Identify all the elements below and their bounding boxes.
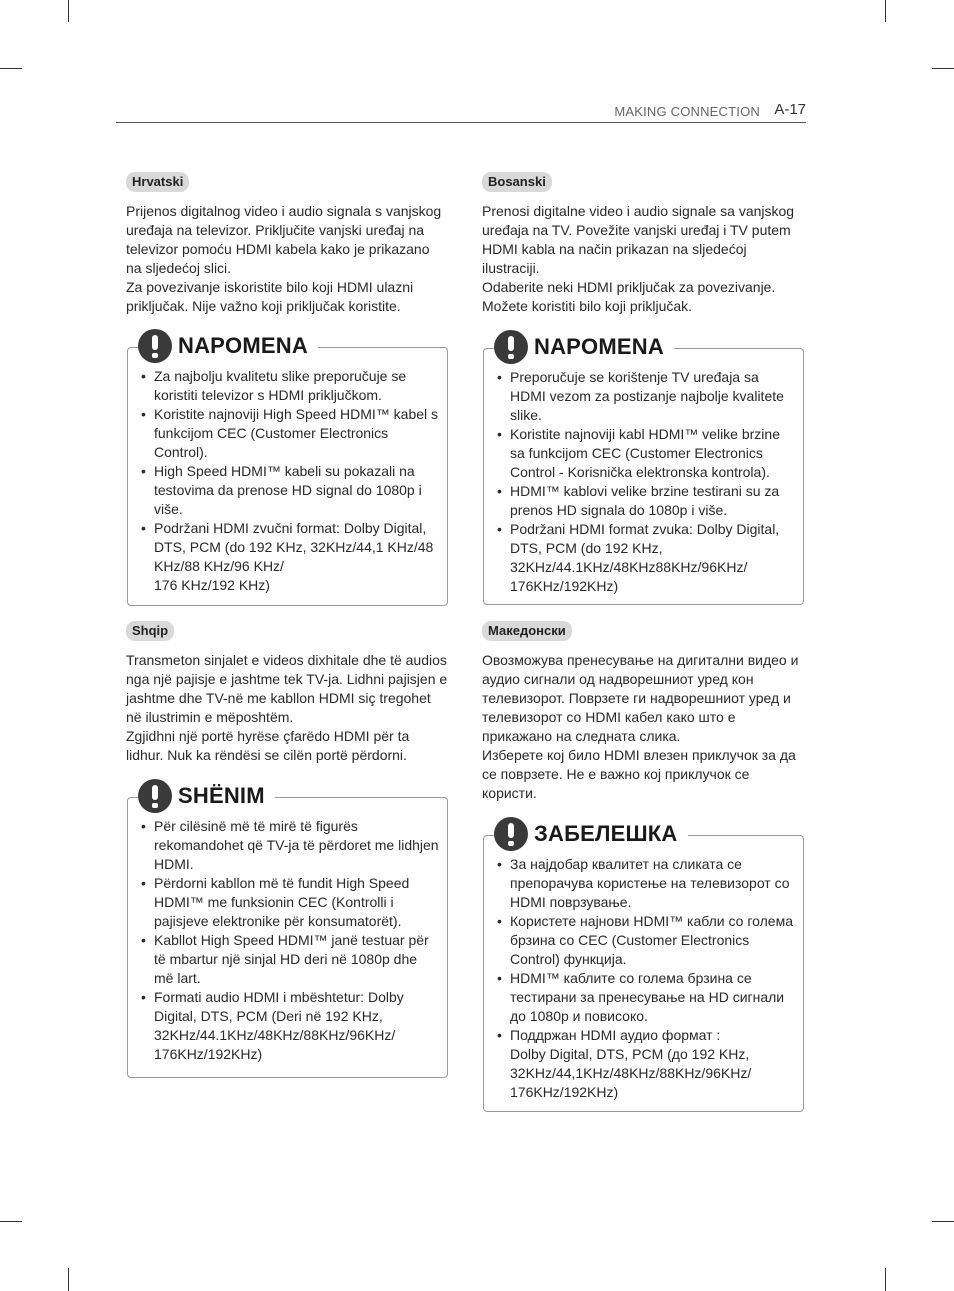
page-header <box>116 98 806 123</box>
note-item: • Користете најнови HDMI™ кабли со голема брзина со CEC (Customer Electronics Control) функција. <box>494 912 795 969</box>
section-hrvatski <box>126 172 448 316</box>
exclamation-icon <box>138 779 172 813</box>
note-list <box>128 348 447 605</box>
note-header <box>138 328 318 364</box>
section-paragraph: Prenosi digitalne video i audio signale sa vanjskog uređaja na TV. Povežite vanjski uređaj i TV putem HDMI kabla na način prikazan na sljedećoj ilustraciji. Odaberite neki HDMI priključak za povezivanje. Možete koristiti bilo koji priključak. <box>482 203 795 314</box>
note-header <box>494 329 674 365</box>
section-makedonski <box>482 621 804 803</box>
note-list <box>484 349 803 606</box>
note-list <box>128 798 447 1074</box>
note-item: • Për cilësinë më të mirë të figurës rekomandohet që TV-ja të përdoret me lidhjen HDMI. <box>138 817 439 874</box>
crop-mark <box>68 1268 69 1291</box>
note-item: • High Speed HDMI™ kabeli su pokazali na testovima da prenose HD signal do 1080p i više. <box>138 462 439 519</box>
note-title: NAPOMENA <box>178 333 308 358</box>
exclamation-icon <box>138 329 172 363</box>
note-title: SHËNIM <box>178 783 265 808</box>
note-title: ЗАБЕЛЕШКА <box>534 821 678 846</box>
crop-mark <box>885 0 886 22</box>
note-title: NAPOMENA <box>534 334 664 359</box>
exclamation-icon <box>494 817 528 851</box>
note-item: • HDMI™ kablovi velike brzine testirani su za prenos HD signala do 1080p i više. <box>494 482 795 520</box>
crop-mark <box>0 68 22 69</box>
crop-mark <box>0 1221 22 1222</box>
note-item: • Za najbolju kvalitetu slike preporučuje se koristiti televizor s HDMI priključkom. <box>138 367 439 405</box>
note-item: • Koristite najnoviji High Speed HDMI™ kabel s funkcijom CEC (Customer Electronics Control). <box>138 405 439 462</box>
note-item: • Formati audio HDMI i mbështetur: Dolby Digital, DTS, PCM (Deri në 192 KHz, 32KHz/44.1KHz/48KHz/88KHz/96KHz/ 176KHz/192KHz) <box>138 988 439 1064</box>
note-item: • Përdorni kabllon më të fundit High Speed HDMI™ me funksionin CEC (Kontrolli i pajisjeve elektronike për konsumatorët). <box>138 874 439 931</box>
section-paragraph: Овозможува пренесување на дигитални видео и аудио сигнали од надворешниот уред кон телевизорот. Поврзете ги надворешниот уред и телевизорот со HDMI кабел како што е прикажано на следната слика. Изберете кој било HDMI влезен приклучок за да се поврзете. Не е важно кој приклучок се користи. <box>482 652 799 801</box>
section-paragraph: Prijenos digitalnog video i audio signala s vanjskog uređaja na televizor. Priključite vanjski uređaj na televizor pomoću HDMI kabela kako je prikazano na sljedećoj slici. Za povezivanje iskoristite bilo koji HDMI ulazni priključak. Nije važno koji priključak koristite. <box>126 203 442 314</box>
section-paragraph: Transmeton sinjalet e videos dixhitale dhe të audios nga një pajisje e jashtme tek TV-ja. Lidhni pajisjen e jashtme dhe TV-në me kabllon HDMI siç tregohet në ilustrimin e mëposhtëm. Zgjidhni një portë hyrëse çfarëdo HDMI për ta lidhur. Nuk ka rëndësi se cilën portë përdorni. <box>126 652 448 763</box>
note-item: • Podržani HDMI zvučni format: Dolby Digital, DTS, PCM (do 192 KHz, 32KHz/44,1 KHz/48 KHz/88 KHz/96 KHz/ 176 KHz/192 KHz) <box>138 519 439 595</box>
note-box <box>127 783 448 1078</box>
section-bosanski <box>482 172 804 316</box>
section-title: MAKING CONNECTION <box>614 104 760 119</box>
crop-mark <box>885 1268 886 1291</box>
language-badge: Македонски <box>482 621 572 641</box>
section-shqip <box>126 621 448 765</box>
note-box <box>127 333 448 606</box>
note-item: • Podržani HDMI format zvuka: Dolby Digital, DTS, PCM (do 192 KHz, 32KHz/44.1KHz/48KHz88KHz/96KHz/ 176KHz/192KHz) <box>494 520 795 596</box>
note-list <box>484 836 803 1112</box>
crop-mark <box>932 1221 954 1222</box>
note-item: • HDMI™ каблите со голема брзина се тестирани за пренесување на HD сигнали до 1080p и повисоко. <box>494 969 795 1026</box>
note-item: • Preporučuje se korištenje TV uređaja sa HDMI vezom za postizanje najbolje kvalitete slike. <box>494 368 795 425</box>
note-item: • Kabllot High Speed HDMI™ janë testuar për të mbartur një sinjal HD deri në 1080p dhe më lart. <box>138 931 439 988</box>
language-badge: Hrvatski <box>126 172 189 192</box>
note-item: • Koristite najnoviji kabl HDMI™ velike brzine sa funkcijom CEC (Customer Electronics Control - Korisnička elektronska kontrola). <box>494 425 795 482</box>
crop-mark <box>68 0 69 22</box>
note-item: • Поддржан HDMI аудио формат : Dolby Digital, DTS, PCM (до 192 KHz, 32KHz/44,1KHz/48KHz/88KHz/96KHz/ 176KHz/192KHz) <box>494 1026 795 1102</box>
note-item: • За најдобар квалитет на сликата се препорачува користење на телевизорот со HDMI поврзување. <box>494 855 795 912</box>
note-box <box>483 334 804 605</box>
exclamation-icon <box>494 330 528 364</box>
page-number: A-17 <box>774 101 806 118</box>
crop-mark <box>932 68 954 69</box>
note-header <box>494 816 688 852</box>
note-header <box>138 778 275 814</box>
note-box <box>483 821 804 1112</box>
language-badge: Shqip <box>126 621 174 641</box>
language-badge: Bosanski <box>482 172 552 192</box>
